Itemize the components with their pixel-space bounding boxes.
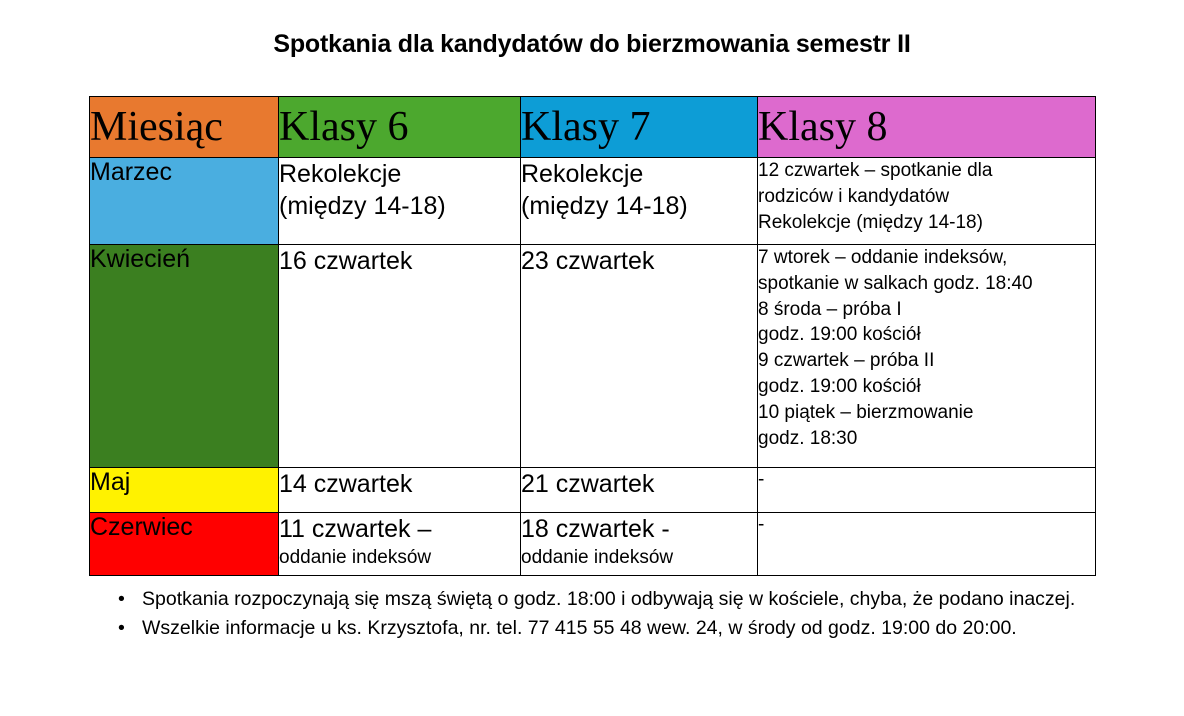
column-header-klasy6: Klasy 6 <box>279 97 521 158</box>
bullet-icon: • <box>118 588 125 610</box>
cell-line: godz. 19:00 kościół <box>758 376 921 398</box>
cell-marzec-klasy7 <box>521 158 758 245</box>
list-item <box>104 586 1134 613</box>
cell-line: - <box>758 469 765 490</box>
cell-line: rodziców i kandydatów <box>758 185 950 207</box>
cell-kwiecien-klasy6 <box>279 245 521 468</box>
cell-line: 11 czwartek – <box>279 515 432 543</box>
table-row <box>90 513 1096 576</box>
month-label-maj: Maj <box>90 468 279 513</box>
notes-list <box>104 586 1134 644</box>
cell-maj-klasy7 <box>521 468 758 513</box>
cell-subline: oddanie indeksów <box>521 547 674 568</box>
cell-maj-klasy6 <box>279 468 521 513</box>
cell-kwiecien-klasy8 <box>758 245 1096 468</box>
column-header-klasy8: Klasy 8 <box>758 97 1096 158</box>
cell-line: 18 czwartek - <box>521 515 670 543</box>
bullet-icon: • <box>118 616 125 639</box>
cell-line: Rekolekcje <box>521 160 644 188</box>
table-row <box>90 468 1096 513</box>
cell-czerwiec-klasy6 <box>279 513 521 576</box>
cell-marzec-klasy8 <box>758 158 1096 245</box>
cell-kwiecien-klasy7 <box>521 245 758 468</box>
month-label-marzec: Marzec <box>90 158 279 245</box>
cell-line: 16 czwartek <box>279 247 413 275</box>
cell-line: (między 14-18) <box>521 192 688 220</box>
cell-line: 10 piątek – bierzmowanie <box>758 401 974 423</box>
month-label-czerwiec: Czerwiec <box>90 513 279 576</box>
column-header-month: Miesiąc <box>90 97 279 158</box>
cell-subline: oddanie indeksów <box>279 547 432 568</box>
table-row <box>90 245 1096 468</box>
cell-line: 14 czwartek <box>279 470 413 498</box>
page-title: Spotkania dla kandydatów do bierzmowania semestr II <box>273 30 911 58</box>
cell-line: godz. 19:00 kościół <box>758 324 921 346</box>
cell-line: 8 środa – próba I <box>758 298 902 320</box>
cell-line: godz. 18:30 <box>758 427 858 449</box>
note-text: Spotkania rozpoczynają się mszą świętą o godz. 18:00 i odbywają się w kościele, chyba, że podano inaczej. <box>142 588 1076 610</box>
cell-marzec-klasy6 <box>279 158 521 245</box>
note-text: Wszelkie informacje u ks. Krzysztofa, nr. tel. 77 415 55 48 wew. 24, w środy od godz. 19:00 do 20:00. <box>142 616 1017 639</box>
cell-line: 7 wtorek – oddanie indeksów, <box>758 247 1008 268</box>
column-header-klasy7: Klasy 7 <box>521 97 758 158</box>
cell-line: 12 czwartek – spotkanie dla <box>758 160 993 181</box>
cell-czerwiec-klasy7 <box>521 513 758 576</box>
cell-line: spotkanie w salkach godz. 18:40 <box>758 272 1033 294</box>
cell-line: 21 czwartek <box>521 470 655 498</box>
table-row <box>90 158 1096 245</box>
cell-line: - <box>758 514 765 535</box>
cell-line: Rekolekcje <box>279 160 402 188</box>
cell-line: 23 czwartek <box>521 247 655 275</box>
cell-line: 9 czwartek – próba II <box>758 350 935 372</box>
cell-czerwiec-klasy8 <box>758 513 1096 576</box>
month-label-kwiecien: Kwiecień <box>90 245 279 468</box>
table-header-row <box>90 97 1096 158</box>
cell-maj-klasy8 <box>758 468 1096 513</box>
confirmation-schedule-table <box>89 96 1096 576</box>
cell-line: Rekolekcje (między 14-18) <box>758 211 983 233</box>
list-item <box>104 615 1134 642</box>
cell-line: (między 14-18) <box>279 192 446 220</box>
